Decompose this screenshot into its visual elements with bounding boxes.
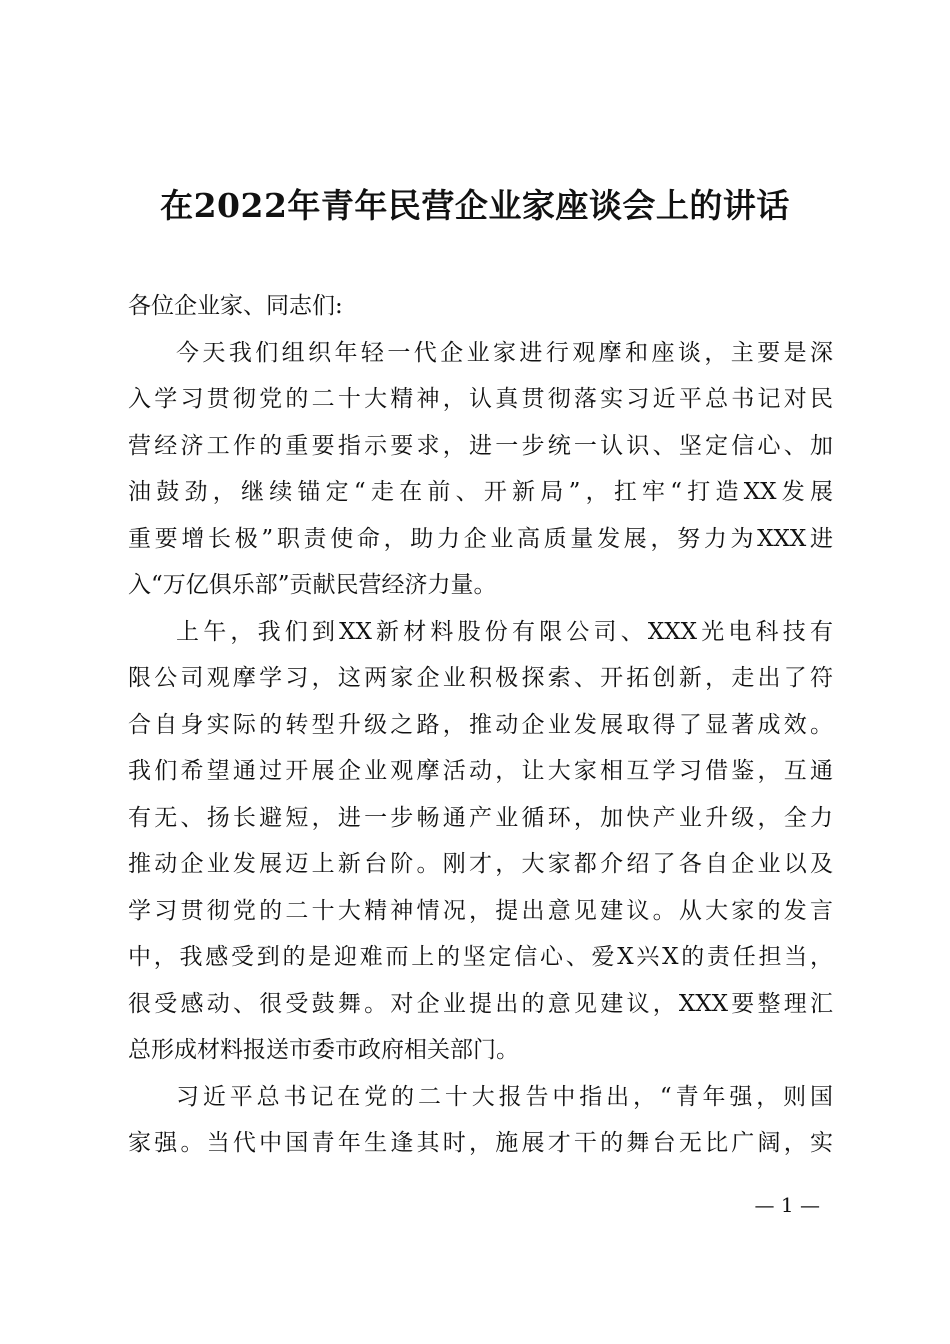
paragraph-1-line-2: 入学习贯彻党的二十大精神，认真贯彻落实习近平总书记对民 — [128, 386, 833, 412]
paragraph-1-line-1: 今天我们组织年轻一代企业家进行观摩和座谈，主要是深 — [176, 339, 833, 366]
paragraph-1-line-6: 入“万亿俱乐部”贡献民营经济力量。 — [128, 572, 497, 598]
paragraph-2-line-10: 总形成材料报送市委市政府相关部门。 — [128, 1037, 519, 1063]
paragraph-1-line-5: 重要增长极”职责使命，助力企业高质量发展，努力为XXX进 — [128, 525, 833, 552]
paragraph-2-line-7: 学习贯彻党的二十大精神情况，提出意见建议。从大家的发言 — [128, 897, 833, 924]
paragraph-2-line-2: 限公司观摩学习，这两家企业积极探索、开拓创新，走出了符 — [128, 665, 833, 691]
paragraph-2-line-6: 推动企业发展迈上新台阶。刚才，大家都介绍了各自企业以及 — [128, 851, 833, 877]
document-title: 在2022年青年民营企业家座谈会上的讲话 — [160, 186, 790, 225]
document-body — [128, 283, 833, 1167]
paragraph-2-line-8: 中，我感受到的是迎难而上的坚定信心、爱X兴X的责任担当， — [128, 944, 833, 970]
paragraph-3-line-1: 习近平总书记在党的二十大报告中指出，“青年强，则国 — [176, 1083, 833, 1110]
paragraph-2-line-9: 很受感动、很受鼓舞。对企业提出的意见建议，XXX要整理汇 — [128, 990, 833, 1017]
paragraph-1-line-3: 营经济工作的重要指示要求，进一步统一认识、坚定信心、加 — [128, 432, 833, 459]
paragraph-2-line-3: 合自身实际的转型升级之路，推动企业发展取得了显著成效。 — [128, 711, 833, 738]
page-number: — 1 — — [754, 1193, 820, 1217]
paragraph-2-line-5: 有无、扬长避短，进一步畅通产业循环，加快产业升级，全力 — [128, 804, 833, 831]
paragraph-2-line-4: 我们希望通过开展企业观摩活动，让大家相互学习借鉴，互通 — [128, 758, 833, 784]
paragraph-1-line-4: 油鼓劲，继续锚定“走在前、开新局”，扛牢“打造XX发展 — [128, 479, 833, 505]
salutation: 各位企业家、同志们: — [128, 293, 343, 319]
paragraph-2-line-1: 上午，我们到XX新材料股份有限公司、XXX光电科技有 — [176, 618, 833, 645]
paragraph-3-line-2: 家强。当代中国青年生逢其时，施展才干的舞台无比广阔，实 — [128, 1130, 833, 1156]
